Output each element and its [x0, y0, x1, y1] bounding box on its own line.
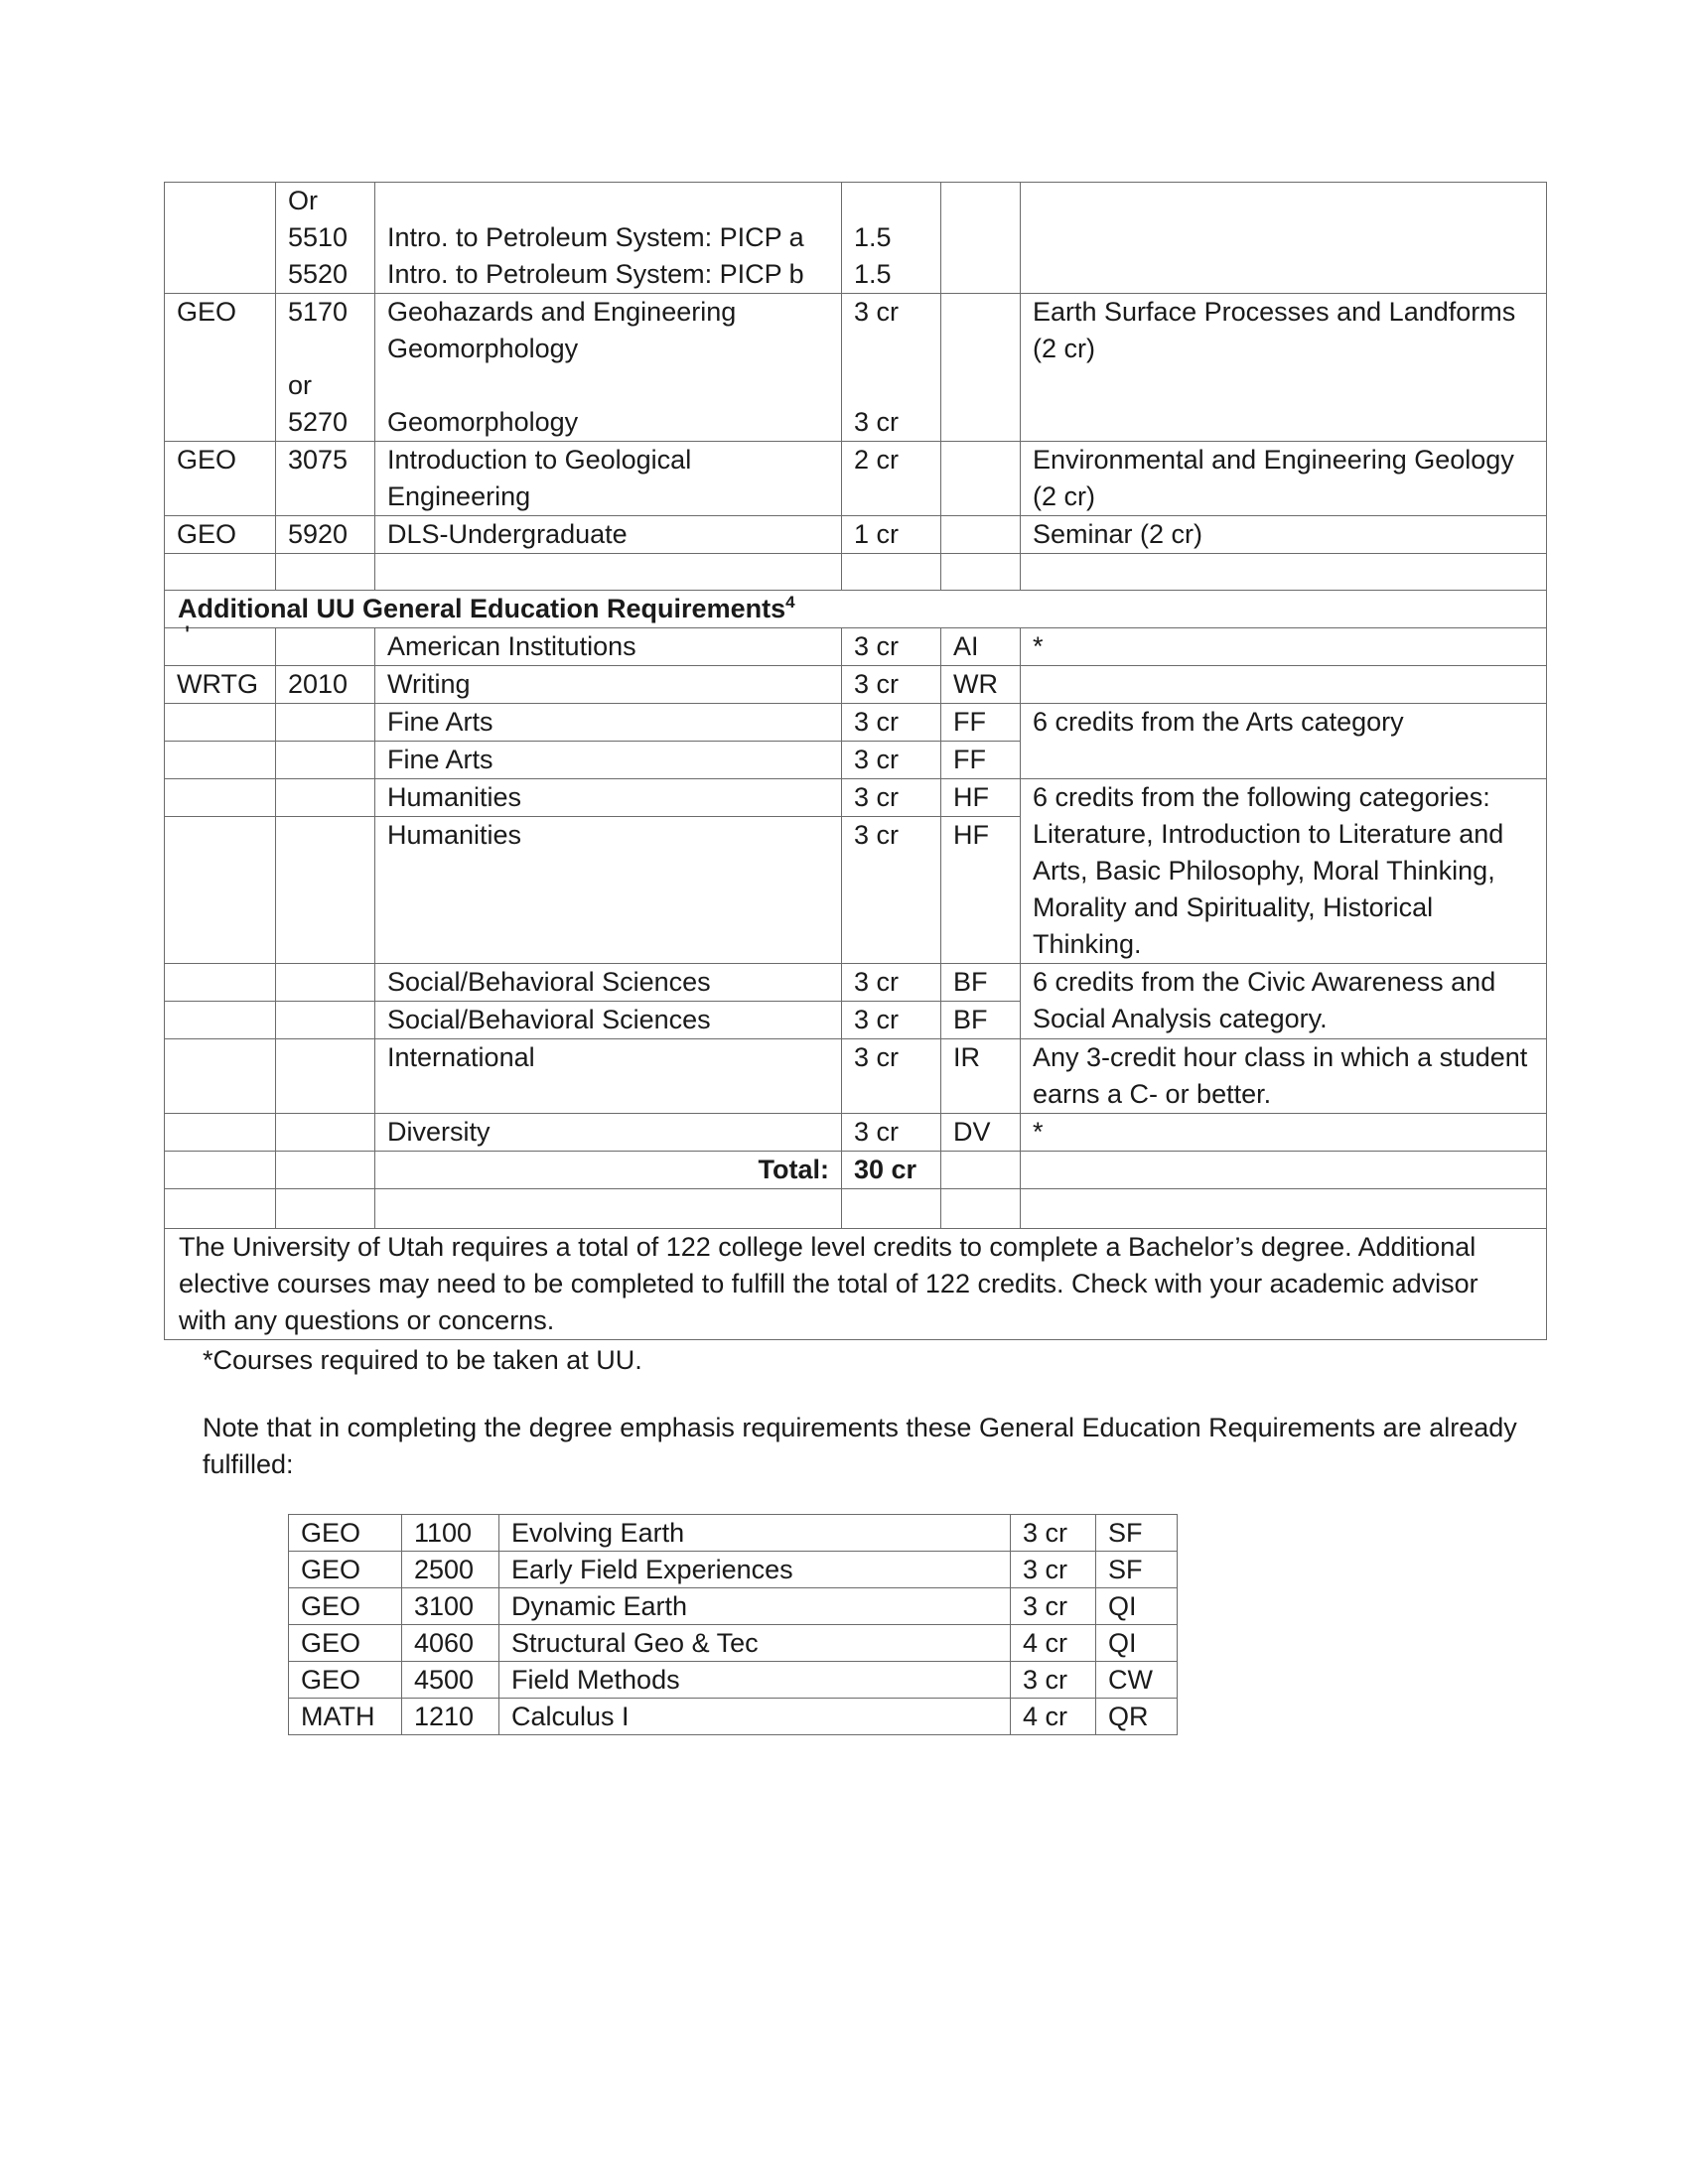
course-credits: 3 cr [1011, 1662, 1096, 1699]
course-title: Social/Behavioral Sciences [375, 964, 842, 1002]
degree-note: The University of Utah requires a total of 122 college level credits to complete a Bachelor’s degree. Additional elective courses may need to be completed to fulfill the total of 122 credits. Check with your academic advisor with any questions or concerns. [165, 1229, 1547, 1340]
course-code: AI [941, 628, 1021, 666]
course-title: Humanities [375, 779, 842, 817]
table-row [165, 704, 1547, 742]
course-note: 6 credits from the Arts category [1021, 704, 1547, 779]
course-number: 4500 [402, 1662, 499, 1699]
course-prefix: GEO [289, 1552, 402, 1588]
course-prefix: GEO [289, 1662, 402, 1699]
course-code: QI [1096, 1588, 1178, 1625]
course-credits: 2 cr [842, 442, 941, 516]
course-number [276, 964, 375, 1002]
course-number [276, 704, 375, 742]
section-header-row [165, 591, 1547, 628]
course-credits: 3 cr [842, 666, 941, 704]
course-credits: 3 cr [842, 628, 941, 666]
empty-cell [1021, 1189, 1547, 1229]
course-code: SF [1096, 1515, 1178, 1552]
course-title: DLS-Undergraduate [375, 516, 842, 554]
course-credits: 3 cr 3 cr [842, 294, 941, 442]
course-prefix [165, 704, 276, 742]
course-credits: 3 cr [842, 1039, 941, 1114]
course-prefix [165, 742, 276, 779]
empty-cell [165, 1152, 276, 1189]
course-note: Seminar (2 cr) [1021, 516, 1547, 554]
course-title: Calculus I [499, 1699, 1011, 1735]
course-title: Field Methods [499, 1662, 1011, 1699]
course-note: Any 3-credit hour class in which a student earns a C- or better. [1021, 1039, 1547, 1114]
course-code [941, 516, 1021, 554]
course-code: SF [1096, 1552, 1178, 1588]
total-row [165, 1152, 1547, 1189]
course-title: Dynamic Earth [499, 1588, 1011, 1625]
empty-cell [276, 1189, 375, 1229]
table-row [289, 1625, 1178, 1662]
course-number [276, 1114, 375, 1152]
empty-cell [941, 1189, 1021, 1229]
table-row [165, 964, 1547, 1002]
course-note: 6 credits from the following categories: Literature, Introduction to Literature and Arts, Basic Philosophy, Moral Thinking, Morality and Spirituality, Historical Thinking. [1021, 779, 1547, 964]
course-code: DV [941, 1114, 1021, 1152]
course-code: BF [941, 964, 1021, 1002]
empty-cell [842, 1189, 941, 1229]
degree-note-row [165, 1229, 1547, 1340]
table-row [165, 1039, 1547, 1114]
course-title: Fine Arts [375, 742, 842, 779]
course-prefix [165, 183, 276, 294]
empty-cell [165, 1189, 276, 1229]
course-number: 1210 [402, 1699, 499, 1735]
course-credits: 3 cr [842, 779, 941, 817]
course-number [276, 1002, 375, 1039]
course-number [276, 817, 375, 964]
course-number: 1100 [402, 1515, 499, 1552]
course-credits: 3 cr [842, 817, 941, 964]
course-code: HF [941, 779, 1021, 817]
course-note: Environmental and Engineering Geology (2 cr) [1021, 442, 1547, 516]
section-header-text: Additional UU General Education Requirements [178, 594, 786, 623]
empty-cell [276, 1152, 375, 1189]
course-prefix [165, 1114, 276, 1152]
course-credits: 3 cr [842, 704, 941, 742]
table-row [165, 183, 1547, 294]
empty-cell [375, 1189, 842, 1229]
table-row [165, 666, 1547, 704]
course-credits: 3 cr [842, 1002, 941, 1039]
course-title: Early Field Experiences [499, 1552, 1011, 1588]
course-title: Writing [375, 666, 842, 704]
course-note: * [1021, 628, 1547, 666]
empty-row [165, 1189, 1547, 1229]
course-code: FF [941, 742, 1021, 779]
table-row [165, 628, 1547, 666]
empty-cell [941, 1152, 1021, 1189]
course-code: IR [941, 1039, 1021, 1114]
course-credits: 3 cr [842, 964, 941, 1002]
course-code [941, 294, 1021, 442]
stray-mark: ' [185, 620, 191, 650]
course-credits: 4 cr [1011, 1625, 1096, 1662]
course-title: Fine Arts [375, 704, 842, 742]
course-code: FF [941, 704, 1021, 742]
course-code: HF [941, 817, 1021, 964]
course-title: Geohazards and Engineering Geomorphology Geomorphology [375, 294, 842, 442]
empty-row [165, 554, 1547, 591]
course-prefix [165, 817, 276, 964]
empty-cell [1021, 554, 1547, 591]
course-prefix: MATH [289, 1699, 402, 1735]
course-prefix [165, 620, 276, 666]
course-number: 3075 [276, 442, 375, 516]
table-row [165, 516, 1547, 554]
course-note: 6 credits from the Civic Awareness and Social Analysis category. [1021, 964, 1547, 1039]
course-code: BF [941, 1002, 1021, 1039]
course-note: Earth Surface Processes and Landforms (2 cr) [1021, 294, 1547, 442]
course-number: 5920 [276, 516, 375, 554]
course-title: Evolving Earth [499, 1515, 1011, 1552]
course-credits: 3 cr [1011, 1515, 1096, 1552]
footnote-marker: 4 [785, 593, 795, 612]
course-code: WR [941, 666, 1021, 704]
table-row [165, 779, 1547, 817]
course-credits: 1 cr [842, 516, 941, 554]
empty-cell [276, 554, 375, 591]
empty-cell [375, 554, 842, 591]
table-row [289, 1662, 1178, 1699]
course-prefix: GEO [165, 294, 276, 442]
course-code [941, 183, 1021, 294]
footnote: *Courses required to be taken at UU. [203, 1345, 642, 1375]
table-row [165, 1114, 1547, 1152]
course-code [941, 442, 1021, 516]
course-number: 5170 or 5270 [276, 294, 375, 442]
course-prefix: GEO [289, 1588, 402, 1625]
course-title: Introduction to Geological Engineering [375, 442, 842, 516]
course-credits: 1.5 1.5 [842, 183, 941, 294]
table-row [289, 1552, 1178, 1588]
course-note: * [1021, 1114, 1547, 1152]
course-number [276, 742, 375, 779]
course-number [276, 779, 375, 817]
course-prefix [165, 1002, 276, 1039]
course-number: Or 5510 5520 [276, 183, 375, 294]
course-number [276, 628, 375, 666]
total-label: Total: [375, 1152, 842, 1189]
course-number: 2500 [402, 1552, 499, 1588]
course-code: QR [1096, 1699, 1178, 1735]
empty-cell [1021, 1152, 1547, 1189]
section-header [165, 591, 1547, 628]
fulfilled-courses-table [288, 1514, 1178, 1735]
course-credits: 3 cr [842, 1114, 941, 1152]
course-credits: 3 cr [842, 742, 941, 779]
course-credits: 3 cr [1011, 1552, 1096, 1588]
requirements-table [164, 182, 1547, 1340]
course-title: Social/Behavioral Sciences [375, 1002, 842, 1039]
table-row [165, 294, 1547, 442]
table-row [289, 1515, 1178, 1552]
course-title: Intro. to Petroleum System: PICP a Intro. to Petroleum System: PICP b [375, 183, 842, 294]
course-prefix [165, 779, 276, 817]
course-prefix [165, 964, 276, 1002]
course-prefix: GEO [165, 516, 276, 554]
course-prefix: GEO [289, 1515, 402, 1552]
course-note [1021, 183, 1547, 294]
empty-cell [165, 554, 276, 591]
course-prefix [165, 1039, 276, 1114]
course-credits: 3 cr [1011, 1588, 1096, 1625]
course-number [276, 1039, 375, 1114]
table-row [289, 1588, 1178, 1625]
course-number: 3100 [402, 1588, 499, 1625]
course-title: Diversity [375, 1114, 842, 1152]
course-title: Structural Geo & Tec [499, 1625, 1011, 1662]
table-row [289, 1699, 1178, 1735]
empty-cell [842, 554, 941, 591]
table-row [165, 442, 1547, 516]
course-title: Humanities [375, 817, 842, 964]
total-value: 30 cr [842, 1152, 941, 1189]
course-prefix: GEO [289, 1625, 402, 1662]
course-title: International [375, 1039, 842, 1114]
empty-cell [1021, 666, 1547, 704]
empty-cell [941, 554, 1021, 591]
course-prefix: WRTG [165, 666, 276, 704]
fulfilled-note: Note that in completing the degree emphasis requirements these General Education Requirements are already fulfilled: [203, 1413, 1517, 1479]
course-number: 4060 [402, 1625, 499, 1662]
course-title: American Institutions [375, 628, 842, 666]
course-credits: 4 cr [1011, 1699, 1096, 1735]
course-code: CW [1096, 1662, 1178, 1699]
course-number: 2010 [276, 666, 375, 704]
course-prefix: GEO [165, 442, 276, 516]
course-code: QI [1096, 1625, 1178, 1662]
